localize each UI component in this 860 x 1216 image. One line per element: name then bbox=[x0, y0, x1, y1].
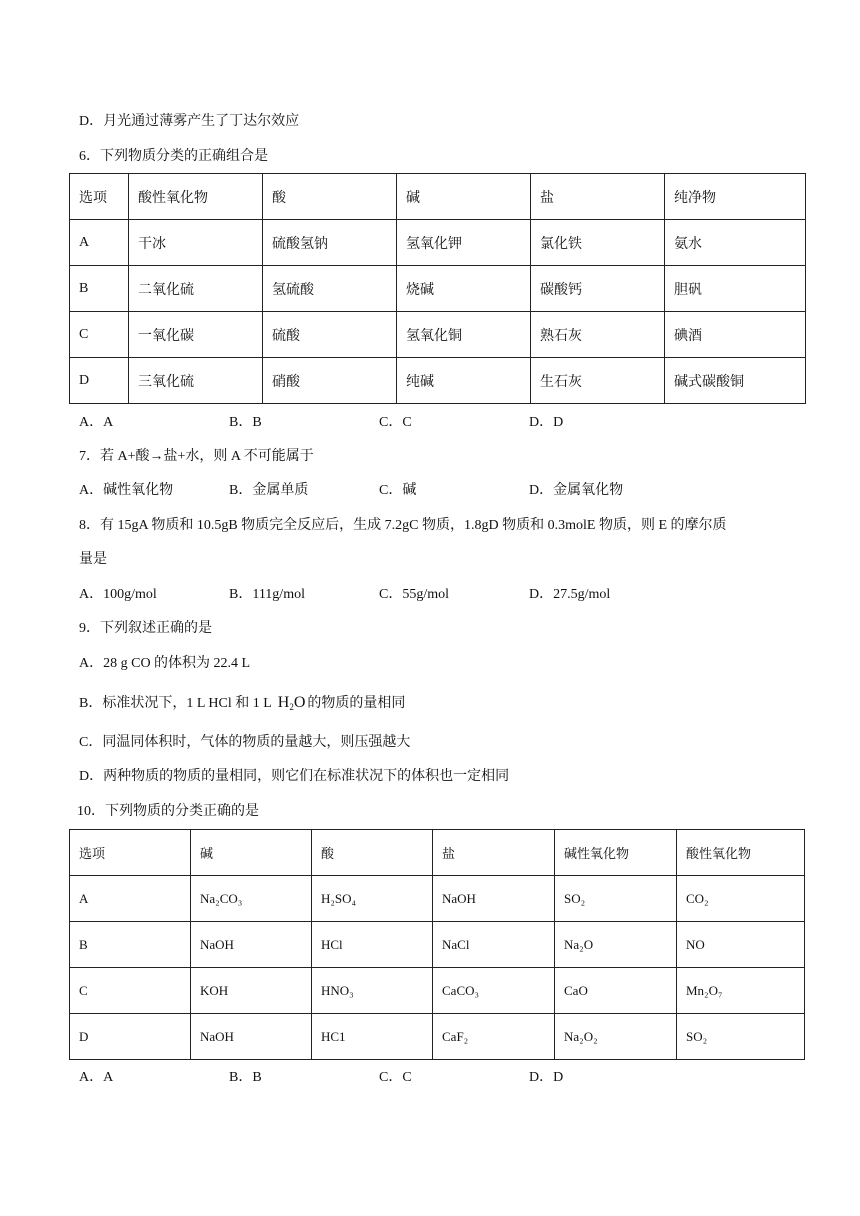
q10-option-a: A．A bbox=[79, 1070, 114, 1085]
table-cell: 生石灰 bbox=[531, 358, 665, 404]
table-cell: 碱性氧化物 bbox=[555, 830, 677, 876]
q6-options bbox=[79, 413, 799, 433]
q9-option-c: C．同温同体积时，气体的物质的量越大，则压强越大 bbox=[79, 735, 411, 750]
table-cell: 硫酸 bbox=[263, 312, 397, 358]
table-cell: 烧碱 bbox=[397, 266, 531, 312]
q9-option-b-tail: 的物质的量相同 bbox=[307, 696, 406, 711]
q9-option-b bbox=[79, 693, 405, 714]
table-cell: 氯化铁 bbox=[531, 220, 665, 266]
q6-stem: 6．下列物质分类的正确组合是 bbox=[79, 149, 268, 164]
q8-stem-line2: 量是 bbox=[79, 552, 107, 567]
table-cell: NO bbox=[677, 922, 805, 968]
table-cell: 氢氧化铜 bbox=[397, 312, 531, 358]
q6-table-row bbox=[70, 220, 806, 266]
table-cell: NaOH bbox=[191, 1014, 312, 1060]
q9-option-b-text: B．标准状况下，1 L HCl 和 1 L bbox=[79, 696, 272, 711]
q9-stem: 9．下列叙述正确的是 bbox=[79, 621, 212, 636]
table-cell: CaCO₃ bbox=[433, 968, 555, 1014]
table-cell: 硝酸 bbox=[263, 358, 397, 404]
q10-table-row bbox=[70, 968, 805, 1014]
table-cell: Mn₂O₇ bbox=[677, 968, 805, 1014]
q8-options bbox=[79, 585, 799, 605]
table-cell: 一氧化碳 bbox=[129, 312, 263, 358]
water-formula bbox=[278, 694, 306, 711]
table-cell: 氨水 bbox=[665, 220, 806, 266]
table-cell: SO₂ bbox=[677, 1014, 805, 1060]
table-cell: HNO₃ bbox=[312, 968, 433, 1014]
table-cell: H₂SO₄ bbox=[312, 876, 433, 922]
water-formula-sub: 2 bbox=[289, 702, 294, 712]
q8-option-b: B．111g/mol bbox=[229, 587, 305, 602]
q8-option-a: A．100g/mol bbox=[79, 587, 157, 602]
table-cell: NaOH bbox=[433, 876, 555, 922]
table-cell: 干冰 bbox=[129, 220, 263, 266]
table-cell: HC1 bbox=[312, 1014, 433, 1060]
table-cell: 盐 bbox=[531, 174, 665, 220]
q10-option-c: C．C bbox=[379, 1070, 412, 1085]
table-cell: C bbox=[70, 312, 129, 358]
table-cell: Na₂O₂ bbox=[555, 1014, 677, 1060]
q10-table-row bbox=[70, 922, 805, 968]
q6-table-row bbox=[70, 312, 806, 358]
table-cell: D bbox=[70, 1014, 191, 1060]
table-cell: Na₂O bbox=[555, 922, 677, 968]
table-cell: C bbox=[70, 968, 191, 1014]
table-cell: CaF₂ bbox=[433, 1014, 555, 1060]
table-cell: 氢氧化钾 bbox=[397, 220, 531, 266]
table-cell: 纯碱 bbox=[397, 358, 531, 404]
q6-table bbox=[69, 173, 806, 404]
table-cell: SO₂ bbox=[555, 876, 677, 922]
q7-option-a: A．碱性氧化物 bbox=[79, 483, 174, 498]
q6-table-header-row bbox=[70, 174, 806, 220]
table-cell: Na₂CO₃ bbox=[191, 876, 312, 922]
q10-table-header-row bbox=[70, 830, 805, 876]
table-cell: 碱 bbox=[191, 830, 312, 876]
table-cell: HCl bbox=[312, 922, 433, 968]
table-cell: 酸 bbox=[263, 174, 397, 220]
q6-option-a: A．A bbox=[79, 415, 114, 430]
table-cell: 酸性氧化物 bbox=[129, 174, 263, 220]
q6-option-c: C．C bbox=[379, 415, 412, 430]
water-formula-h: H bbox=[277, 694, 290, 711]
q10-table-row bbox=[70, 876, 805, 922]
q5-option-d: D．月光通过薄雾产生了丁达尔效应 bbox=[79, 114, 300, 129]
table-cell: CaO bbox=[555, 968, 677, 1014]
q9-option-d: D．两种物质的物质的量相同，则它们在标准状况下的体积也一定相同 bbox=[79, 769, 510, 784]
table-cell: NaCl bbox=[433, 922, 555, 968]
table-cell: 酸性氧化物 bbox=[677, 830, 805, 876]
table-cell: 碱式碳酸铜 bbox=[665, 358, 806, 404]
q10-option-d: D．D bbox=[529, 1070, 564, 1085]
table-cell: 熟石灰 bbox=[531, 312, 665, 358]
table-cell: 胆矾 bbox=[665, 266, 806, 312]
q7-option-b: B．金属单质 bbox=[229, 483, 309, 498]
q10-table bbox=[69, 829, 805, 1060]
table-cell: 碳酸钙 bbox=[531, 266, 665, 312]
table-cell: 碱 bbox=[397, 174, 531, 220]
table-cell: 选项 bbox=[70, 174, 129, 220]
table-cell: CO₂ bbox=[677, 876, 805, 922]
q10-stem: 10．下列物质的分类正确的是 bbox=[77, 804, 259, 819]
table-cell: 酸 bbox=[312, 830, 433, 876]
table-cell: A bbox=[70, 220, 129, 266]
q10-options bbox=[79, 1068, 799, 1088]
q7-option-c: C．碱 bbox=[379, 483, 417, 498]
table-cell: B bbox=[70, 266, 129, 312]
q6-option-d: D．D bbox=[529, 415, 564, 430]
table-cell: NaOH bbox=[191, 922, 312, 968]
q9-option-a: A．28 g CO 的体积为 22.4 L bbox=[79, 656, 251, 671]
table-cell: 纯净物 bbox=[665, 174, 806, 220]
q6-table-row bbox=[70, 358, 806, 404]
q10-table-row bbox=[70, 1014, 805, 1060]
water-formula-o: O bbox=[293, 694, 306, 711]
table-cell: 碘酒 bbox=[665, 312, 806, 358]
q8-option-c: C．55g/mol bbox=[379, 587, 450, 602]
table-cell: 选项 bbox=[70, 830, 191, 876]
table-cell: 硫酸氢钠 bbox=[263, 220, 397, 266]
table-cell: KOH bbox=[191, 968, 312, 1014]
table-cell: 氢硫酸 bbox=[263, 266, 397, 312]
q8-stem-line1: 8．有 15gA 物质和 10.5gB 物质完全反应后，生成 7.2gC 物质，1.8gD 物质和 0.3molE 物质，则 E 的摩尔质 bbox=[79, 518, 727, 533]
table-cell: B bbox=[70, 922, 191, 968]
table-cell: 三氧化硫 bbox=[129, 358, 263, 404]
table-cell: A bbox=[70, 876, 191, 922]
table-cell: D bbox=[70, 358, 129, 404]
q7-options bbox=[79, 481, 799, 501]
q10-option-b: B．B bbox=[229, 1070, 262, 1085]
q7-stem: 7．若 A+酸→盐+水，则 A 不可能属于 bbox=[79, 449, 314, 464]
table-cell: 盐 bbox=[433, 830, 555, 876]
table-cell: 二氧化硫 bbox=[129, 266, 263, 312]
q8-option-d: D．27.5g/mol bbox=[529, 587, 611, 602]
q6-table-row bbox=[70, 266, 806, 312]
q6-option-b: B．B bbox=[229, 415, 262, 430]
q7-option-d: D．金属氧化物 bbox=[529, 483, 624, 498]
